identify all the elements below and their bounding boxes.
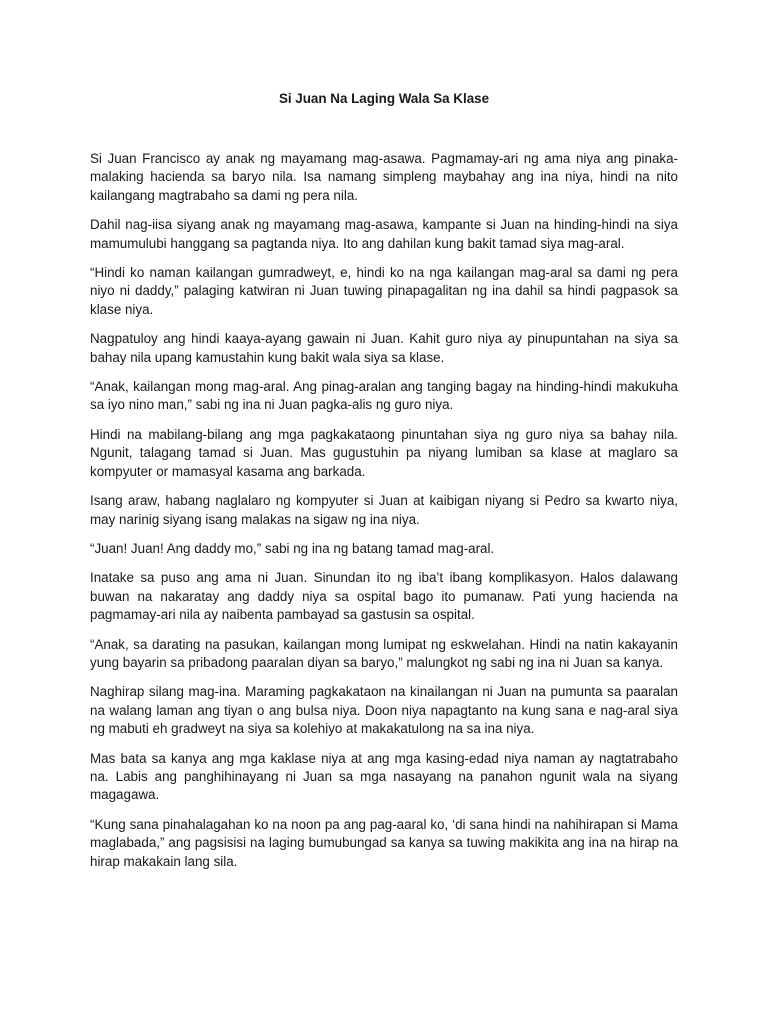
paragraph-6: Hindi na mabilang-bilang ang mga pagkakataong pinuntahan siya ng guro niya sa bahay nila. Ngunit, talagang tamad si Juan. Mas gugustuhin pa niyang lumiban sa klase at maglaro sa kompyuter or mamasyal kasama ang barkada. xyxy=(90,426,678,479)
paragraph-13: “Kung sana pinahalagahan ko na noon pa ang pag-aaral ko, ‘di sana hindi na nahihirapan si Mama maglabada,” ang pagsisisi na laging bumubungad sa kanya sa tuwing makikita ang ina na hirap na hirap makakain lang sila. xyxy=(90,816,678,869)
paragraph-5: “Anak, kailangan mong mag-aral. Ang pinag-aralan ang tanging bagay na hinding-hindi makukuha sa iyo nino man,” sabi ng ina ni Juan pagka-alis ng guro niya. xyxy=(90,379,678,413)
paragraph-2: Dahil nag-iisa siyang anak ng mayamang mag-asawa, kampante si Juan na hinding-hindi na siya mamumulubi hanggang sa pagtanda niya. Ito ang dahilan kung bakit tamad siya mag-aral. xyxy=(90,217,678,251)
document-title: Si Juan Na Laging Wala Sa Klase xyxy=(278,91,490,106)
paragraph-1: Si Juan Francisco ay anak ng mayamang mag-asawa. Pagmamay-ari ng ama niya ang pinaka-malaking hacienda sa baryo nila. Isa namang simpleng maybahay ang ina niya, hindi na nito kailangang magtrabaho sa dami ng pera nila. xyxy=(90,151,678,203)
paragraph-8: “Juan! Juan! Ang daddy mo,” sabi ng ina ng batang tamad mag-aral. xyxy=(90,540,495,556)
paragraph-4: Nagpatuloy ang hindi kaaya-ayang gawain ni Juan. Kahit guro niya ay pinupuntahan na siya sa bahay nila upang kamustahin kung bakit wala siya sa klase. xyxy=(90,331,678,365)
paragraph-7: Isang araw, habang naglalaro ng kompyuter si Juan at kaibigan niyang si Pedro sa kwarto niya, may narinig siyang isang malakas na sigaw ng ina niya. xyxy=(90,493,678,527)
paragraph-11: Naghirap silang mag-ina. Maraming pagkakataon na kinailangan ni Juan na pumunta sa paaralan na walang laman ang tiyan o ang bulsa niya. Doon niya napagtanto na kung sana e nag-aral siya ng mabuti eh gradweyt na siya sa kolehiyo at makakatulong na sa ina niya. xyxy=(90,684,678,737)
paragraph-10: “Anak, sa darating na pasukan, kailangan mong lumipat ng eskwelahan. Hindi na natin kakayanin yung bayarin sa pribadong paaralan diyan sa baryo,” malungkot ng sabi ng ina ni Juan sa kanya. xyxy=(90,636,678,670)
document-body xyxy=(90,150,678,871)
paragraph-3: “Hindi ko naman kailangan gumradweyt, e, hindi ko na nga kailangan mag-aral sa dami ng pera niyo ni daddy,” palaging katwiran ni Juan tuwing pinapagalitan ng ina dahil sa hindi pagpasok sa klase niya. xyxy=(90,265,678,317)
paragraph-12: Mas bata sa kanya ang mga kaklase niya at ang mga kasing-edad niya naman ay nagtatrabaho na. Labis ang panghihinayang ni Juan sa mga nasayang na panahon ngunit wala na siyang magagawa. xyxy=(90,750,678,803)
paragraph-9: Inatake sa puso ang ama ni Juan. Sinundan ito ng iba’t ibang komplikasyon. Halos dalawang buwan na nakaratay ang daddy niya sa ospital bago ito pumanaw. Pati yung hacienda na pagmamay-ari nila ay naibenta pambayad sa gastusin sa ospital. xyxy=(90,570,678,623)
